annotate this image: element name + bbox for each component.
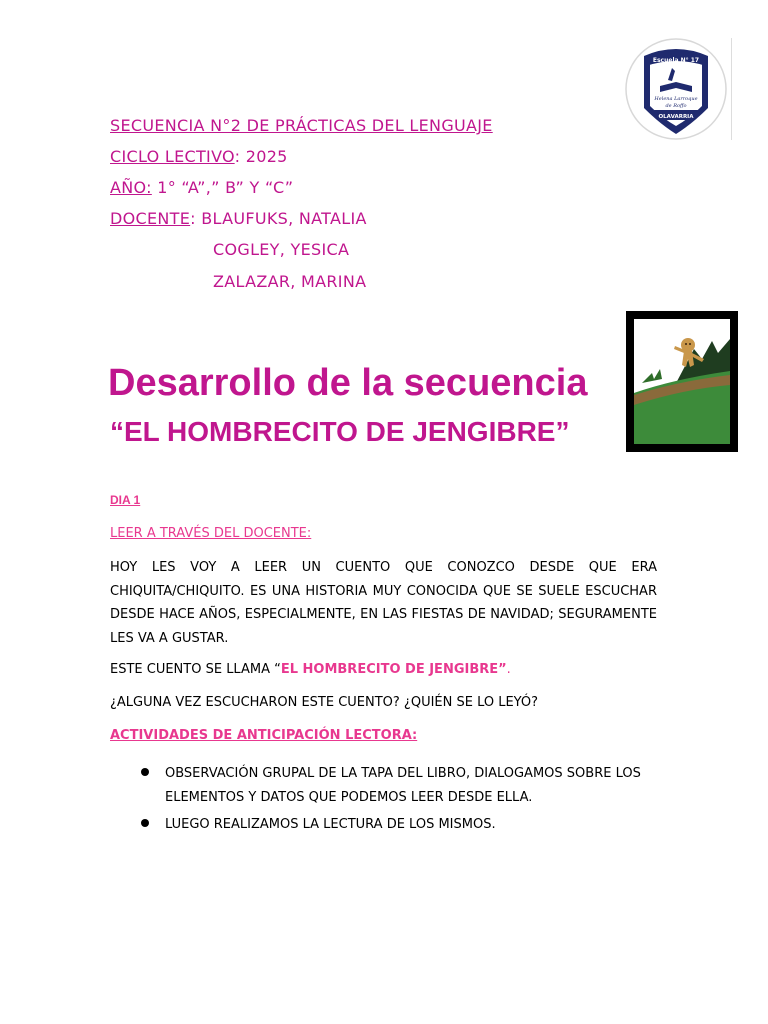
list-item: LUEGO REALIZAMOS LA LECTURA DE LOS MISMOS. [165,817,496,832]
docente-value: : BLAUFUKS, NATALIA [190,209,367,228]
logo-name-line2: de Roffo [665,103,687,109]
docente-label: DOCENTE [110,209,191,228]
bullet-dot [141,768,149,776]
intro-paragraph: HOY LES VOY A LEER UN CUENTO QUE CONOZCO DESDE QUE ERA CHIQUITA/CHIQUITO. ES UNA HISTORIA MUY CONOCIDA QUE SE SUELE ESCUCHAR DESDE HACE AÑOS, ESPECIALMENTE, EN LAS FIESTAS DE NAVIDAD; SEGURAMENTE LES VA A GUSTAR. [110,560,657,646]
ciclo-value: : 2025 [234,147,288,166]
ciclo-label: CICLO LECTIVO [110,147,235,166]
anio-value: 1° “A”,” B” Y “C” [151,178,294,197]
logo-bottom-text: OLAVARRIA [658,114,694,120]
list-item: OBSERVACIÓN GRUPAL DE LA TAPA DEL LIBRO, DIALOGAMOS SOBRE LOS ELEMENTOS Y DATOS QUE PODEMOS LEER DESDE ELLA. [165,766,641,805]
reading-heading: LEER A TRAVÉS DEL DOCENTE: [110,526,312,541]
logo-name-line1: Helena Larroque [654,96,698,102]
story-title: “EL HOMBRECITO DE JENGIBRE” [110,416,570,447]
story-name: EL HOMBRECITO DE JENGIBRE” [280,662,507,677]
docente-third: ZALAZAR, MARINA [213,272,367,291]
page-title: Desarrollo de la secuencia [108,362,588,404]
question-line: ¿ALGUNA VEZ ESCUCHARON ESTE CUENTO? ¿QUIÉN SE LO LEYÓ? [110,695,539,710]
logo-border-line [731,38,732,140]
bullet-dot [141,819,149,827]
ciclo-lectivo-line [110,147,288,166]
anio-label: AÑO: [110,178,152,197]
story-name-line [110,662,511,677]
story-name-suffix: . [506,662,511,677]
secuencia-heading: SECUENCIA N°2 DE PRÁCTICAS DEL LENGUAJE [110,116,493,135]
book-cover-image [626,311,738,452]
logo-top-text: Escuela N° 17 [652,57,700,64]
anio-line [110,178,293,197]
activities-heading: ACTIVIDADES DE ANTICIPACIÓN LECTORA: [110,728,418,743]
docente-second: COGLEY, YESICA [213,240,350,259]
day-heading: DIA 1 [110,493,141,507]
school-logo [620,38,734,140]
docente-line [110,209,367,228]
story-name-prefix: ESTE CUENTO SE LLAMA “ [110,662,281,677]
